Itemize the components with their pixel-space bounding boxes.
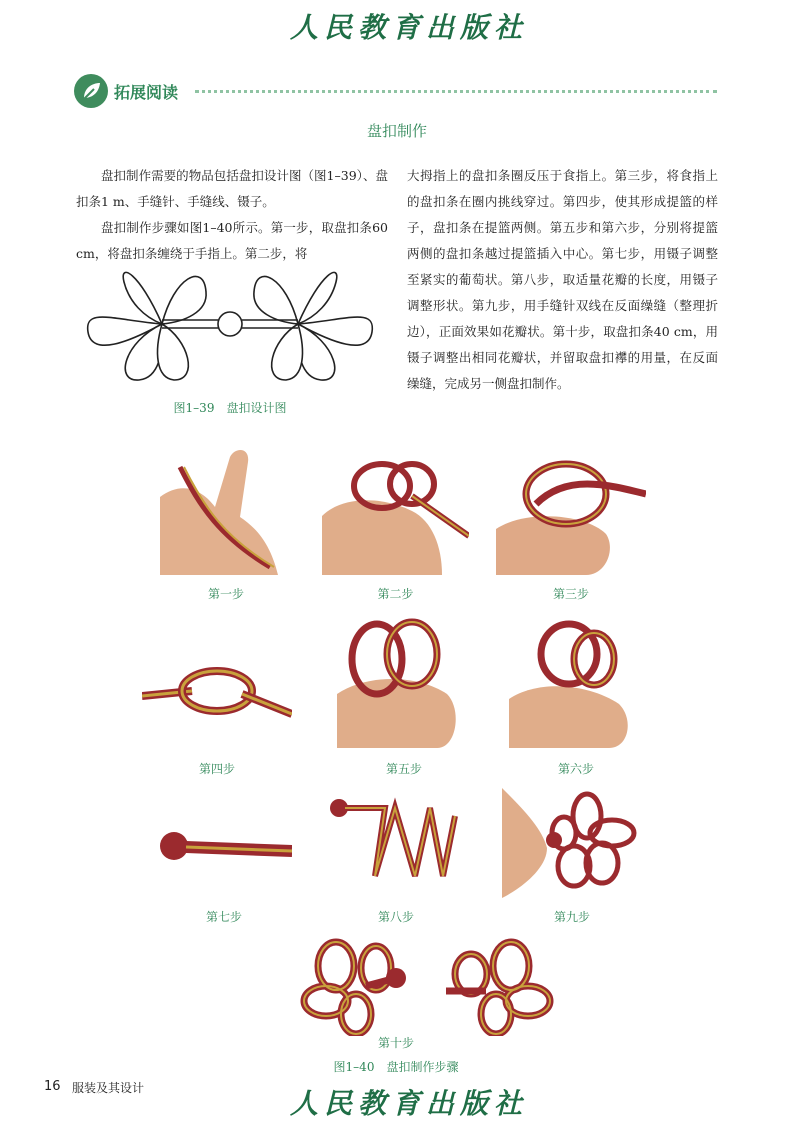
- frog-button-design-drawing: [84, 262, 376, 386]
- section-divider: [195, 90, 717, 93]
- book-title: 服装及其设计: [72, 1081, 145, 1095]
- section-title: 拓展阅读: [114, 83, 179, 102]
- step-8-photo: [325, 796, 467, 886]
- step-label: 第十步: [377, 1036, 414, 1050]
- step-label: 第四步: [198, 762, 235, 776]
- figure-caption: 图1–39 盘扣设计图: [173, 401, 287, 415]
- figure-caption: 图1–40 盘扣制作步骤: [333, 1060, 459, 1074]
- step-label: 第三步: [552, 587, 589, 601]
- step-7-photo: [156, 826, 292, 868]
- step-label: 第六步: [557, 762, 594, 776]
- step-6-photo: [509, 614, 643, 748]
- paragraph: 盘扣制作步骤如图1–40所示。第一步，取盘扣条60 cm，将盘扣条缠绕于手指上。第二步，将: [76, 220, 388, 261]
- step-4-photo: [142, 656, 292, 726]
- leaf-icon: [74, 74, 108, 108]
- publisher-logo-bottom: 人民教育出版社: [290, 1087, 529, 1120]
- article-title: 盘扣制作: [366, 122, 427, 140]
- step-1-photo: [160, 447, 292, 575]
- right-column: [407, 163, 718, 397]
- step-3-photo: [496, 454, 646, 575]
- step-9-photo: [502, 788, 642, 898]
- step-5-photo: [337, 614, 471, 748]
- step-label: 第二步: [377, 587, 414, 601]
- step-10-photo: [296, 936, 560, 1036]
- step-label: 第一步: [207, 587, 244, 601]
- publisher-logo-top: 人民教育出版社: [290, 11, 529, 44]
- paragraph: 盘扣制作需要的物品包括盘扣设计图（图1–39）、盘扣条1 m、手缝针、手缝线、镊子。: [76, 168, 388, 209]
- step-2-photo: [322, 456, 469, 575]
- left-column: [76, 163, 388, 267]
- step-label: 第五步: [385, 762, 422, 776]
- step-label: 第七步: [205, 910, 242, 924]
- paragraph: 大拇指上的盘扣条圈反压于食指上。第三步，将食指上的盘扣条在圈内挑线穿过。第四步，使其形成提篮的样子，盘扣条在提篮两侧。第五步和第六步，分别将提篮两侧的盘扣条越过提篮插入中心。第七步，用镊子调整至紧实的葡萄状。第八步，取适量花瓣的长度，用镊子调整形状。第九步，用手缝针双线在反面缲缝（整理折边），正面效果如花瓣状。第十步，取盘扣条40 cm，用镊子调整出相同花瓣状，并留取盘扣襻的用量，在反面缲缝，完成另一侧盘扣制作。: [407, 168, 718, 391]
- step-label: 第九步: [553, 910, 590, 924]
- step-label: 第八步: [377, 910, 414, 924]
- page-number: 16: [44, 1079, 61, 1094]
